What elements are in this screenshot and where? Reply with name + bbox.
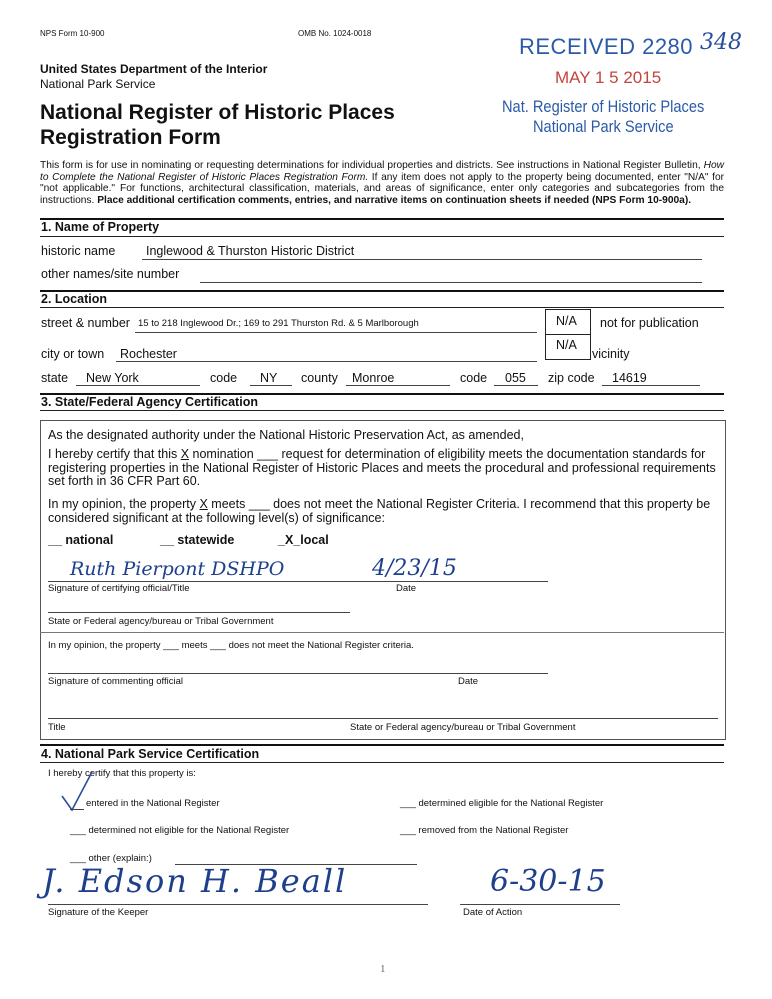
comment-date-label: Date [458,676,479,687]
county-code-line [494,385,538,386]
state-line [76,385,200,386]
historic-name-label: historic name [41,244,116,258]
action-date-line [460,904,620,905]
zip-line [602,385,700,386]
cert-paragraph2: In my opinion, the property X meets ___ does not meet the National Register Criteria. I recommend that this property be considered significant at the following level(s) of significance: [48,497,711,525]
keeper-label: Signature of the Keeper [48,907,149,918]
divider [40,410,724,411]
cert-line1: As the designated authority under the National Historic Preservation Act, as amended, [48,428,524,442]
city-value: Rochester [120,347,177,361]
zip-label: zip code [548,371,595,385]
divider [40,762,724,763]
historic-name-value: Inglewood & Thurston Historic District [146,244,355,258]
certifying-date-handwritten: 4/23/15 [372,556,457,581]
county-label: county [301,371,338,385]
comment-line [48,673,548,674]
level-local: _X_local [278,533,329,547]
county-code-label: code [460,371,488,385]
nfp-label: not for publication [600,316,699,330]
form-number: NPS Form 10-900 [40,29,105,38]
title-line [48,718,718,719]
street-line [135,332,537,333]
nfp-box-value: N/A [556,314,577,328]
section3-heading: 3. State/Federal Agency Certification [41,395,258,409]
received-date-stamp: MAY 1 5 2015 [555,68,662,87]
section4-heading: 4. National Park Service Certification [41,747,260,761]
other-names-line [200,282,702,283]
other-names-label: other names/site number [41,267,180,281]
comment-label: Signature of commenting official [48,676,184,687]
historic-name-line [142,259,702,260]
page-number: 1 [380,963,386,975]
zip-value: 14619 [612,371,647,385]
signature-line [48,581,548,582]
action-date-label: Date of Action [463,907,523,918]
divider [40,744,724,746]
county-line [346,385,450,386]
handwritten-note: 348 [700,30,742,55]
option-other: ___ other (explain:) [70,853,152,864]
agency-label: State or Federal agency/bureau or Tribal Government [48,616,274,627]
vicinity-label: vicinity [592,347,630,361]
keeper-line [48,904,428,905]
form-title-line1: National Register of Historic Places [40,101,395,124]
street-label: street & number [41,316,130,330]
intro-paragraph: This form is for use in nominating or requesting determinations for individual properties and districts. See instructions in National Register Bulletin, How to Complete the National Register of Historic Places Registration Form. If any item does not apply to the property being documented, enter "N/A" for "not applicable." For functions, architectural classification, materials, and areas of significance, enter only categories and subcategories from the instructions. Place additional certification comments, entries, and narrative items on continuation sheets if needed (NPS Form 10-900a). [40,160,725,206]
city-line [116,361,537,362]
option-determined-eligible: ___ determined eligible for the National Register [400,798,604,809]
level-statewide: __ statewide [160,533,235,547]
state-code-label: code [210,371,238,385]
stamp-org-line2: National Park Service [533,117,674,136]
stamp-org-line1: Nat. Register of Historic Places [502,97,705,116]
opinion-line: In my opinion, the property ___ meets ___ does not meet the National Register criteria. [48,640,414,651]
vicinity-box-value: N/A [556,338,577,352]
action-date-handwritten: 6-30-15 [490,864,606,899]
section4-intro: I hereby certify that this property is: [48,768,196,779]
state-code-line [250,385,292,386]
department: United States Department of the Interior [40,62,268,76]
state-value: New York [86,371,139,385]
certifying-signature: Ruth Pierpont DSHPO [70,558,285,580]
section1-heading: 1. Name of Property [41,220,160,234]
state-label: state [41,371,69,385]
divider [40,632,724,633]
cert-paragraph1: I hereby certify that this X nomination ___ request for determination of eligibility meets the documentation standards for registering properties in the National Register of Historic Places and meets the procedural and professional requirements set forth in 36 CFR Part 60. [48,447,716,488]
received-stamp: RECEIVED 2280 [519,34,694,59]
checkbox-line [70,809,84,810]
option-removed: ___ removed from the National Register [400,825,569,836]
county-code-value: 055 [505,371,526,385]
keeper-signature: J. Edson H. Beall [42,862,348,900]
form-title-line2: Registration Form [40,126,221,149]
section2-heading: 2. Location [41,292,107,306]
sig-cert-date-label: Date [396,583,417,594]
agency2-label: State or Federal agency/bureau or Tribal Government [350,722,576,733]
sig-cert-label: Signature of certifying official/Title [48,583,190,594]
title-label: Title [48,722,66,733]
divider [40,290,724,292]
county-value: Monroe [352,371,395,385]
divider [40,236,724,237]
divider [40,307,724,308]
option-entered: entered in the National Register [86,798,220,809]
omb-number: OMB No. 1024-0018 [298,29,372,38]
option-not-eligible: ___ determined not eligible for the National Register [70,825,290,836]
level-national: __ national [48,533,114,547]
state-code-value: NY [260,371,278,385]
agency-line [48,612,350,613]
street-value: 15 to 218 Inglewood Dr.; 169 to 291 Thurston Rd. & 5 Marlborough [138,318,419,329]
city-label: city or town [41,347,105,361]
service: National Park Service [40,77,156,91]
